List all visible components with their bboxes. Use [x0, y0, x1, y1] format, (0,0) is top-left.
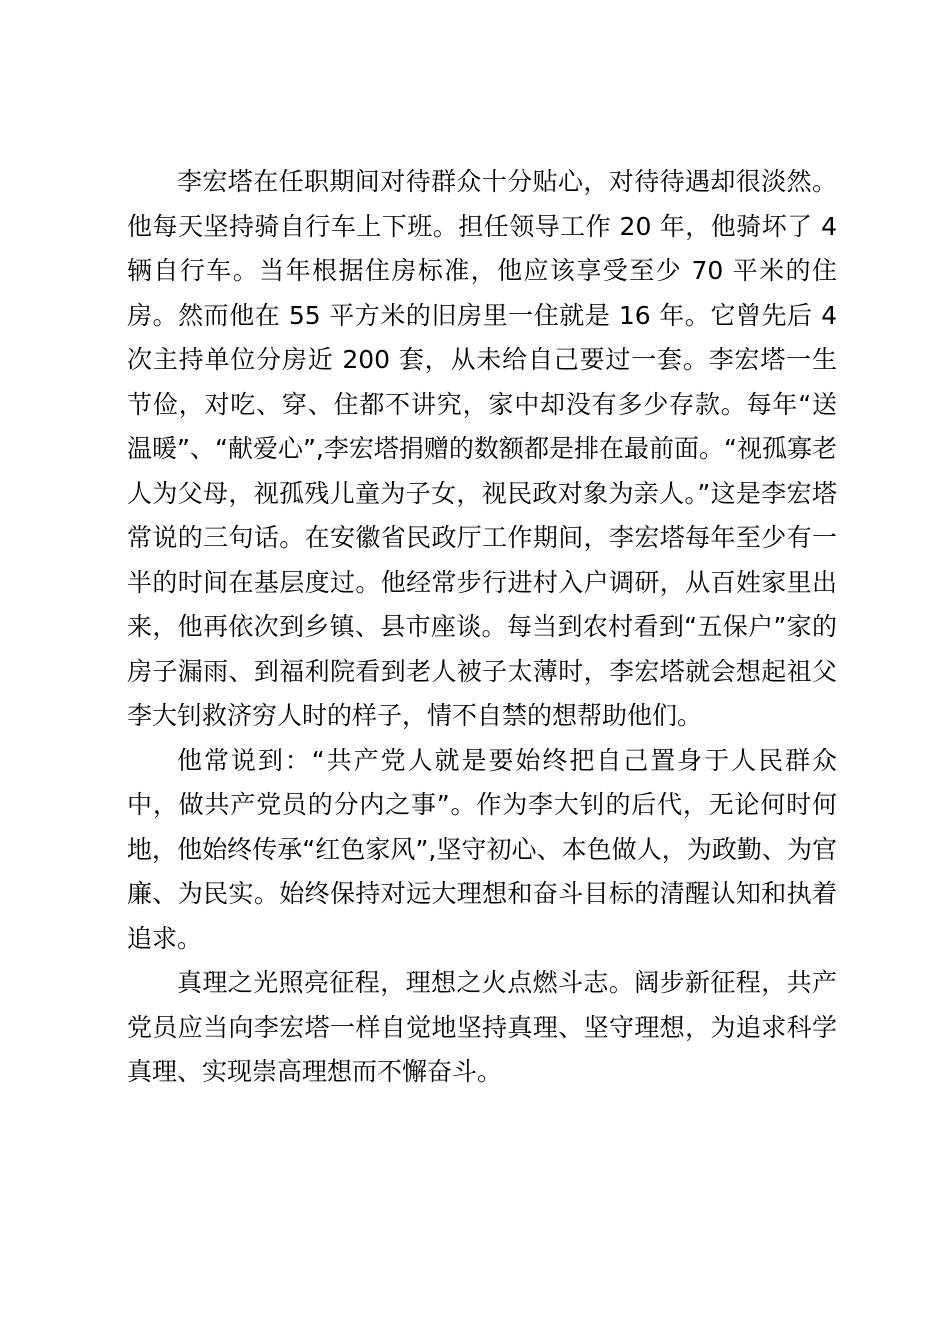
- paragraph-1: 李宏塔在任职期间对待群众十分贴心，对待待遇却很淡然。他每天坚持骑自行车上下班。担任领导工作 20 年，他骑坏了 4 辆自行车。当年根据住房标准，他应该享受至少 70 平米的住房。然而他在 55 平方米的旧房里一住就是 16 年。它曾先后 4 次主持单位分房近 200 套，从未给自己要过一套。李宏塔一生节俭，对吃、穿、住都不讲究，家中却没有多少存款。每年“送温暖”、“献爱心”,李宏塔捐赠的数额都是排在最前面。“视孤寡老人为父母，视孤残儿童为子女，视民政对象为亲人。”这是李宏塔常说的三句话。在安徽省民政厅工作期间，李宏塔每年至少有一半的时间在基层度过。他经常步行进村入户调研，从百姓家里出来，他再依次到乡镇、县市座谈。每当到农村看到“五保户”家的房子漏雨、到福利院看到老人被子太薄时，李宏塔就会想起祖父李大钊救济穷人时的样子，情不自禁的想帮助他们。: [127, 167, 837, 730]
- paragraph-3: 真理之光照亮征程，理想之火点燃斗志。阔步新征程，共产党员应当向李宏塔一样自觉地坚持真理、坚守理想，为追求科学真理、实现崇高理想而不懈奋斗。: [127, 968, 837, 1086]
- paragraph-2: 他常说到：“共产党人就是要始终把自己置身于人民群众中，做共产党员的分内之事”。作为李大钊的后代，无论何时何地，他始终传承“红色家风”,坚守初心、本色做人，为政勤、为官廉、为民实。始终保持对远大理想和奋斗目标的清醒认知和执着追求。: [127, 745, 837, 953]
- document-body: [127, 160, 837, 1095]
